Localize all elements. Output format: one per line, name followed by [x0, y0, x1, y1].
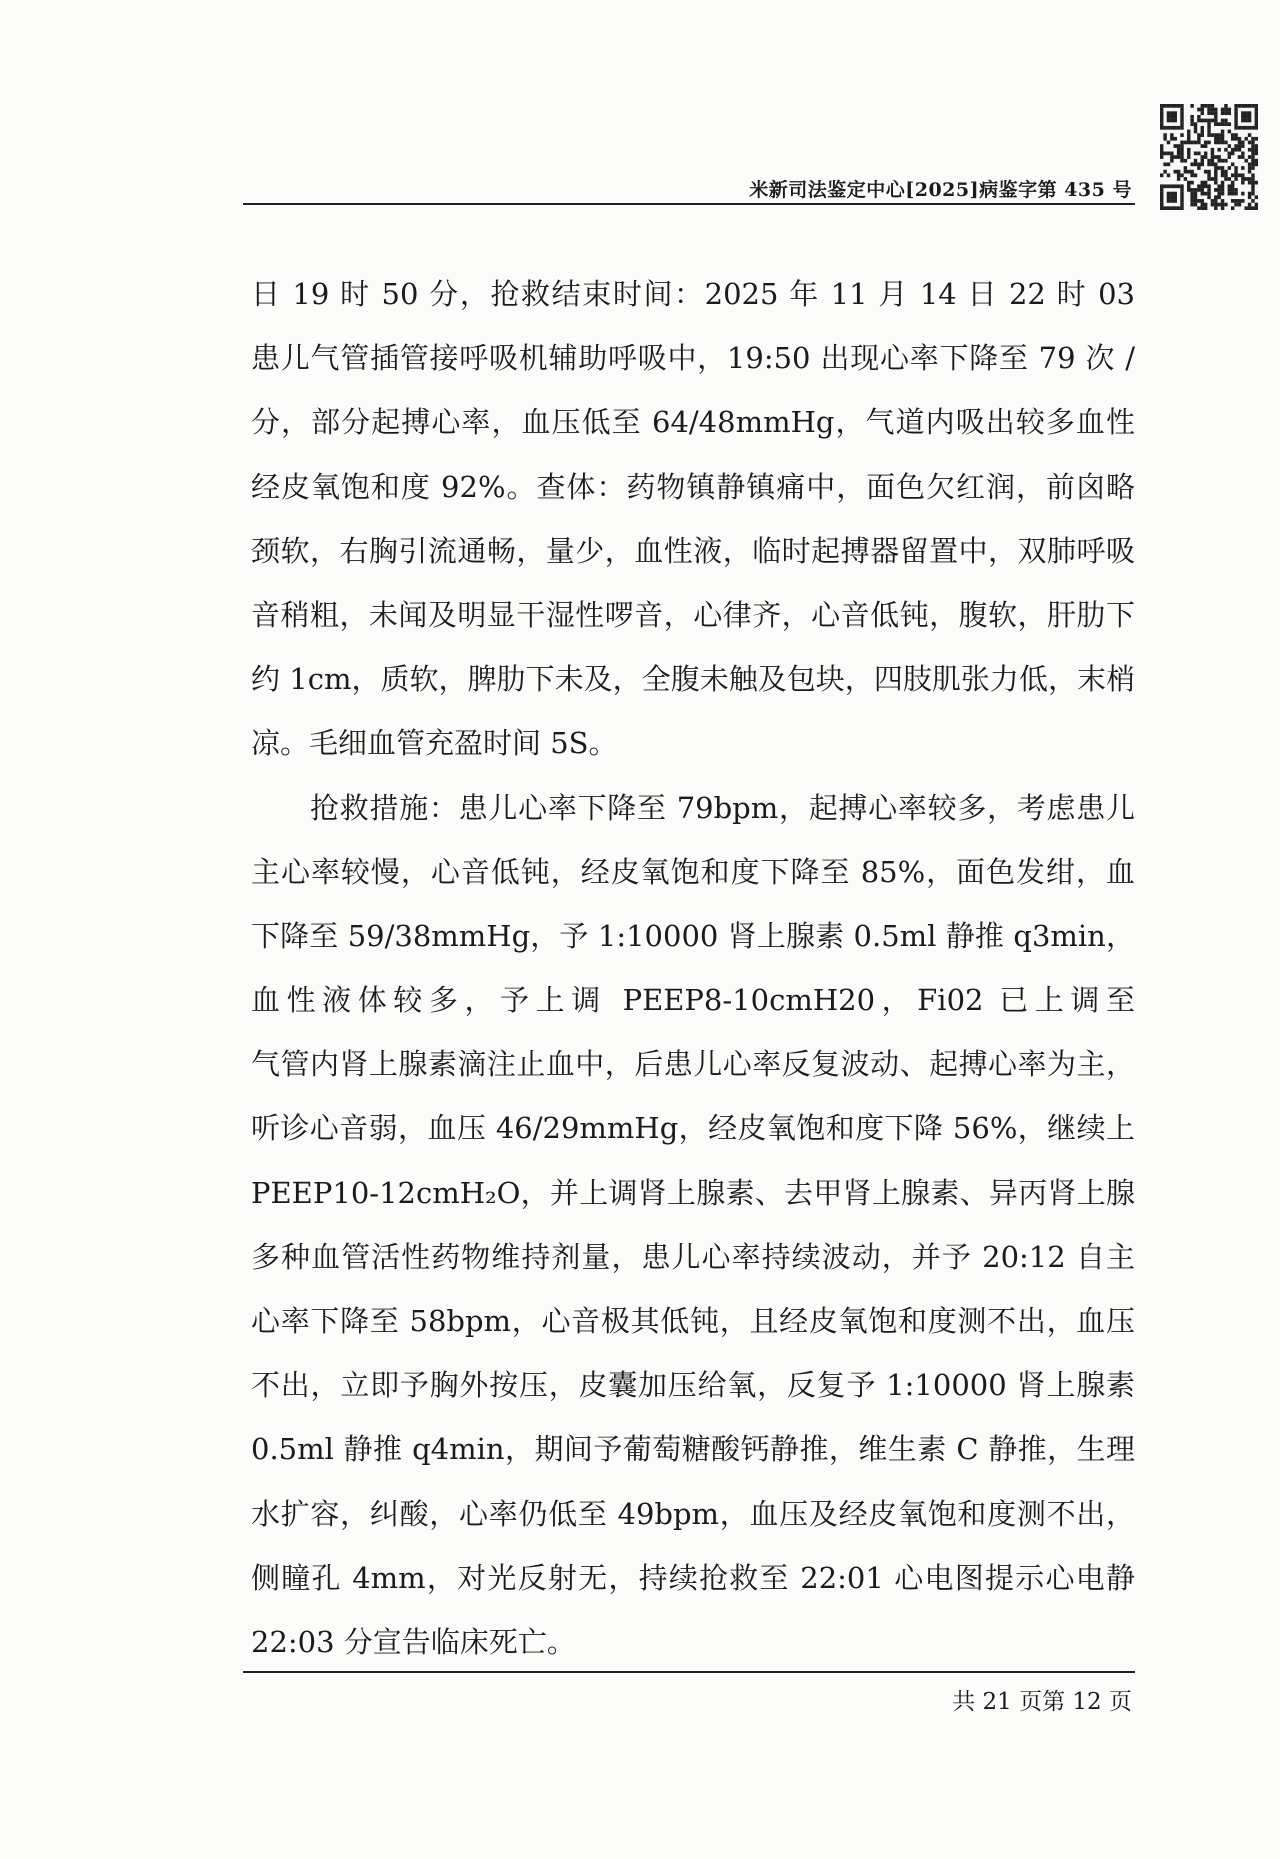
- text-line: 主心率较慢，心音低钝，经皮氧饱和度下降至 85%，面色发绀，血: [251, 854, 1135, 889]
- header-rule: [243, 203, 1135, 205]
- paragraph-exam: [251, 262, 1135, 776]
- text-line: 听诊心音弱，血压 46/29mmHg，经皮氧饱和度下降 56%，继续上: [251, 1111, 1135, 1146]
- text-line: 下降至 59/38mmHg，予 1:10000 肾上腺素 0.5ml 静推 q3min，: [251, 918, 1135, 953]
- paragraph-rescue-measures: [251, 776, 1135, 1675]
- text-line: 心率下降至 58bpm，心音极其低钝，且经皮氧饱和度测不出，血压: [251, 1304, 1135, 1338]
- document-number: 米新司法鉴定中心[2025]病鉴字第 435 号: [749, 179, 1132, 201]
- text-line: 0.5ml 静推 q4min，期间予葡萄糖酸钙静推，维生素 C 静推，生理: [251, 1432, 1135, 1467]
- text-line: 经皮氧饱和度 92%。查体：药物镇静镇痛中，面色欠红润，前囟略: [251, 469, 1135, 504]
- text-line: 侧瞳孔 4mm，对光反射无，持续抢救至 22:01 心电图提示心电静: [251, 1560, 1135, 1595]
- page-number: 共 21 页第 12 页: [952, 1689, 1132, 1715]
- text-line: 约 1cm，质软，脾肋下未及，全腹未触及包块，四肢肌张力低，末梢: [251, 662, 1135, 697]
- text-line: 血性液体较多，予上调 PEEP8-10cmH20，Fi02 已上调至: [251, 983, 1135, 1018]
- text-line: 不出，立即予胸外按压，皮囊加压给氧，反复予 1:10000 肾上腺素: [251, 1368, 1135, 1403]
- qr-code: [1160, 104, 1258, 210]
- text-line: 日 19 时 50 分，抢救结束时间：2025 年 11 月 14 日 22 时 03: [251, 277, 1135, 311]
- body-text: [251, 262, 1135, 1674]
- text-line: 22:03 分宣告临床死亡。: [251, 1624, 576, 1659]
- text-line: 多种血管活性药物维持剂量，患儿心率持续波动，并予 20:12 自主: [251, 1239, 1135, 1274]
- text-line: PEEP10-12cmH₂O，并上调肾上腺素、去甲肾上腺素、异丙肾上腺: [251, 1175, 1135, 1210]
- text-line: 患儿气管插管接呼吸机辅助呼吸中，19:50 出现心率下降至 79 次 /: [251, 341, 1135, 376]
- text-line: 分，部分起搏心率，血压低至 64/48mmHg，气道内吸出较多血性: [251, 405, 1135, 440]
- text-line: 凉。毛细血管充盈时间 5S。: [251, 726, 618, 761]
- text-line: 颈软，右胸引流通畅，量少，血性液，临时起搏器留置中，双肺呼吸: [251, 533, 1135, 568]
- text-line: 水扩容，纠酸，心率仍低至 49bpm，血压及经皮氧饱和度测不出，: [251, 1496, 1135, 1531]
- footer-rule: [243, 1671, 1135, 1673]
- text-line: 音稍粗，未闻及明显干湿性啰音，心律齐，心音低钝，腹软，肝肋下: [251, 597, 1135, 632]
- text-line: 气管内肾上腺素滴注止血中，后患儿心率反复波动、起搏心率为主，: [251, 1047, 1135, 1082]
- text-line: 抢救措施：患儿心率下降至 79bpm，起搏心率较多，考虑患儿: [310, 790, 1135, 825]
